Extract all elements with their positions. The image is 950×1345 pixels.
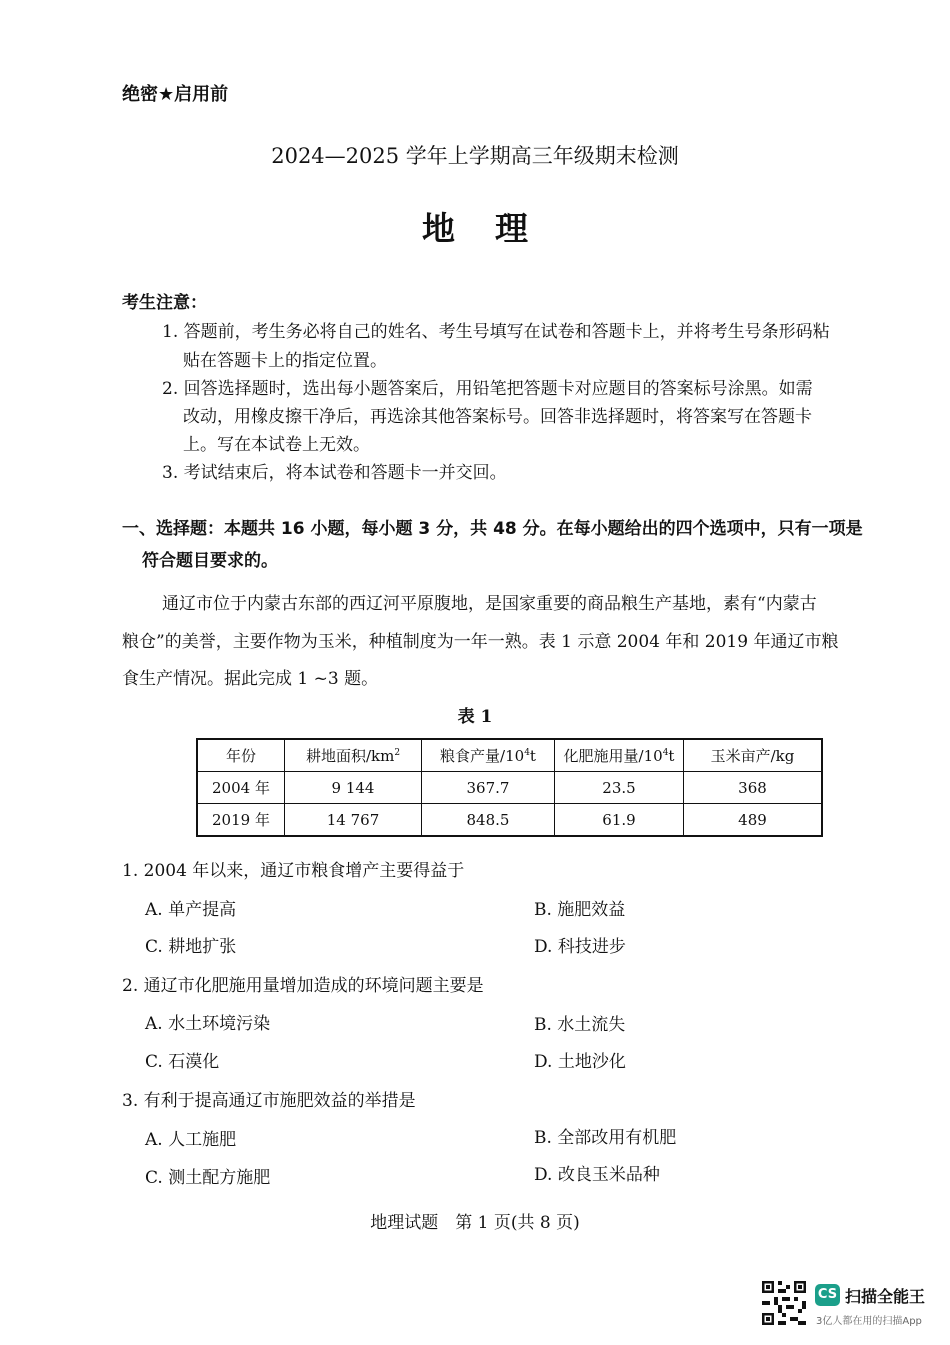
scanner-logo-icon: CS: [815, 1284, 840, 1306]
option-a: A. 单产提高: [145, 900, 237, 920]
passage-line: 通辽市位于内蒙古东部的西辽河平原腹地，是国家重要的商品粮生产基地，素有“内蒙古: [162, 594, 817, 614]
confidential-label: 绝密★启用前: [122, 84, 229, 105]
option-b: B. 施肥效益: [534, 900, 626, 920]
cell-fertilizer: 23.5: [555, 772, 684, 804]
table-row: [197, 804, 822, 837]
option-c: C. 测土配方施肥: [145, 1168, 271, 1188]
header-area: 耕地面积$/km^2$: [285, 739, 422, 772]
notice-line: 上。写在本试卷上无效。: [183, 435, 370, 455]
option-c: C. 石漠化: [145, 1052, 220, 1072]
notice-line: 改动，用橡皮擦干净后，再选涂其他答案标号。回答非选择题时，将答案写在答题卡: [183, 407, 812, 427]
question-stem: 2. 通辽市化肥施用量增加造成的环境问题主要是: [122, 976, 484, 996]
section-heading-cont: 符合题目要求的。: [142, 551, 278, 571]
qr-code-icon: [762, 1281, 806, 1325]
scanner-app-name: 扫描全能王: [845, 1287, 926, 1306]
table-row: [197, 772, 822, 804]
option-d: D. 科技进步: [534, 937, 626, 957]
notice-line: 1. 答题前，考生务必将自己的姓名、考生号填写在试卷和答题卡上，并将考生号条形码粘: [162, 322, 830, 342]
exam-title: 2024—2025 学年上学期高三年级期末检测: [271, 144, 679, 168]
table-caption: 表 1: [457, 707, 493, 727]
cell-area: 9 144: [285, 772, 422, 804]
option-b: B. 水土流失: [534, 1015, 626, 1035]
header-grain: 粮食产量$/10^4t$: [422, 739, 555, 772]
notice-line: 贴在答题卡上的指定位置。: [183, 351, 387, 371]
question-stem: 1. 2004 年以来，通辽市粮食增产主要得益于: [122, 861, 465, 881]
cell-fertilizer: 61.9: [555, 804, 684, 837]
passage-line: 粮仓”的美誉，主要作物为玉米，种植制度为一年一熟。表 1 示意 2004 年和 2019 年通辽市粮: [122, 632, 839, 652]
option-d: D. 土地沙化: [534, 1052, 626, 1072]
header-year: 年份: [197, 739, 285, 772]
page-footer: 地理试题 第 1 页(共 8 页): [370, 1213, 580, 1233]
subject-title: 地理: [422, 209, 568, 248]
cell-year: 2019 年: [197, 804, 285, 837]
option-a: A. 水土环境污染: [145, 1014, 271, 1034]
cell-grain: 367.7: [422, 772, 555, 804]
header-fertilizer: 化肥施用量$/10^4t$: [555, 739, 684, 772]
option-d: D. 改良玉米品种: [534, 1165, 660, 1185]
notice-heading: 考生注意：: [122, 293, 207, 313]
cell-year: 2004 年: [197, 772, 285, 804]
option-c: C. 耕地扩张: [145, 937, 237, 957]
cell-grain: 848.5: [422, 804, 555, 837]
notice-line: 3. 考试结束后，将本试卷和答题卡一并交回。: [162, 463, 507, 483]
option-b: B. 全部改用有机肥: [534, 1128, 677, 1148]
header-corn-yield: 玉米亩产/kg: [684, 739, 823, 772]
table-header-row: [197, 739, 822, 772]
passage-line: 食生产情况。据此完成 1 ~3 题。: [122, 669, 379, 689]
cell-corn-yield: 489: [684, 804, 823, 837]
option-a: A. 人工施肥: [145, 1130, 237, 1150]
data-table: [196, 738, 823, 837]
cell-corn-yield: 368: [684, 772, 823, 804]
notice-line: 2. 回答选择题时，选出每小题答案后，用铅笔把答题卡对应题目的答案标号涂黑。如需: [162, 379, 813, 399]
question-stem: 3. 有利于提高通辽市施肥效益的举措是: [122, 1091, 416, 1111]
section-heading: 一、选择题：本题共 16 小题，每小题 3 分，共 48 分。在每小题给出的四个选项中，只有一项是: [122, 519, 863, 539]
scanner-app-slogan: 3亿人都在用的扫描App: [816, 1316, 922, 1327]
cell-area: 14 767: [285, 804, 422, 837]
